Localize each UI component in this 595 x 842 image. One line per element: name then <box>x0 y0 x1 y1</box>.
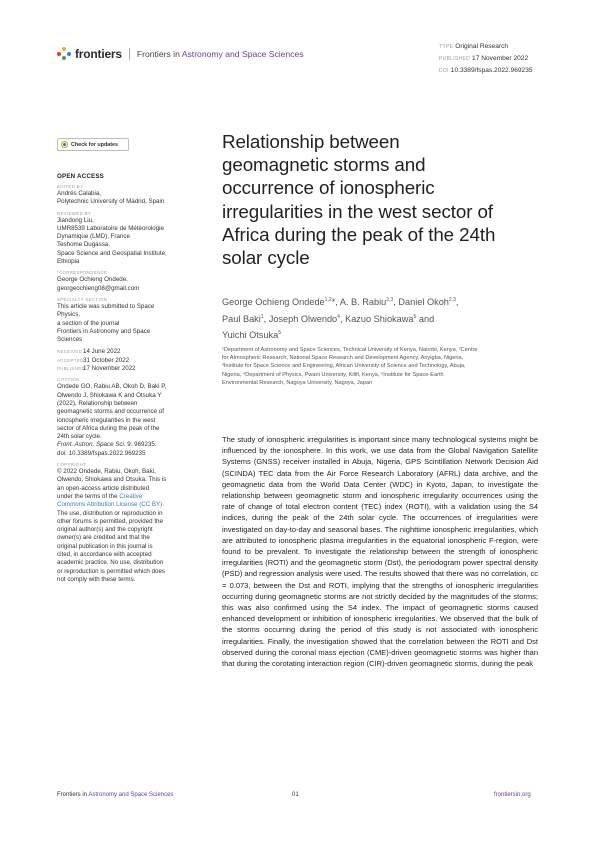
check-for-updates-button[interactable]: Check for updates <box>57 138 129 151</box>
author: Yuichi Otsuka <box>222 330 279 341</box>
footer-site-link[interactable]: frontiersin.org <box>494 792 531 798</box>
article-meta: TYPE Original Research PUBLISHED 17 November 2022 DOI 10.3389/fspas.2022.969235 <box>439 43 533 74</box>
published-date: 17 November 2022 <box>472 55 529 62</box>
abstract-text: The study of ionospheric irregularities is important since many technological systems might be influenced by the ionosphere. In this work, we use data from the Global Navigation Satellite Systems (GNSS) receiver installed in Abuja, Nigeria, GPS Scintillation Network Decision Aid (SCINDA) TEC data from the Air Force Research Laboratory (AFRL) data archive, and the geomagnetic data from the World Data Center (WDC) in Kyoto, Japan, to investigate the relationship between geomagnetic storm and ionospheric irregularity occurrences using the rate of change of total electron content (TEC) index (ROTI), with a validation using the S4 indices, during the peak of the 24th solar cycle. The occurrences of irregularities were investigated on day-to-day and seasonal bases. The nighttime ionospheric irregularities, which are attributed to ionospheric plasma irregularities in the equatorial ionospheric F-region, were found to be prevalent. To investigate the relationship between the strength of ionospheric irregularities (ROTI) and the geomagnetic storm (Dst), the periodogram power spectral density (PSD) and regression analysis were used. The results showed that there was no correlation, cc = 0.073, between the Dst and ROTI, implying that the strengths of ionospheric irregularities occurring during geomagnetic storms are not strictly decided by the magnitudes of the storms; this was also confirmed using the S4 index. The impact of geomagnetic storms caused enhanced development or inhibition of ionospheric irregularities. We observed that the bulk of the storms occurring during the period of this study is not associated with ionospheric irregularities. Finally, the investigation showed that the correlation between the ROTI and Dst observed during the coronal mass ejection (CME)-driven geomagnetic storms was higher than that during the corotating interaction region (CIR)-driven geomagnetic storms, during the peak <box>222 435 538 669</box>
correspondence: *CORRESPONDENCE George Ochieng Ondede, georgeochieng08@gmail.com <box>57 270 187 293</box>
article-type: Original Research <box>455 43 509 50</box>
copyright: COPYRIGHT © 2022 Ondede, Rabiu, Okoh, Baki, Olwendo, Shiokawa and Otsuka. This is an open-access article distributed under the terms of the Creative Commons Attribution License (CC BY). The use, distribution or reproduction in other forums is permitted, provided the original author(s) and the copyright owner(s) are credited and that the original publication in this journal is cited, in accordance with accepted academic practice. No use, distribution or reproduction is permitted which does not comply with these terms. <box>57 462 187 584</box>
open-access-label: OPEN ACCESS <box>57 173 105 180</box>
author-list: George Ochieng Ondede$^{1,2}$*, A. B. Rabiu$^{2,3}$, Daniel Okoh$^{2,3}$, Paul Baki$^1$, Joseph Olwendo$^4$, Kazuo Shiokawa$^5$ and Yuichi Otsuka$^5$ <box>222 297 459 341</box>
author: George Ochieng Ondede <box>222 297 325 308</box>
author: A. B. Rabiu <box>339 297 387 308</box>
affiliations: ¹Department of Astronomy and Space Sciences, Technical University of Kenya, Nairobi, Kenya, ²Centre for Atmospheric Research, National Space Research and Development Agency, Anyigba, Nigeria, ³Institute for Space Science and Engineering, African University of Science and Technology, Abuja, Nigeria, ⁴Department of Physics, Pwani University, Kilifi, Kenya, ⁵Institute for Space-Earth Environmental Research, Nagoya University, Nagoya, Japan <box>222 347 478 386</box>
header-divider <box>129 48 130 60</box>
footer-journal: Frontiers in Astronomy and Space Sciences <box>57 792 174 798</box>
edited-by: EDITED BY Andrés Calabia, Polytechnic University of Madrid, Spain <box>57 184 165 206</box>
author: Daniel Okoh <box>398 297 449 308</box>
license-link-continued[interactable]: Commons Attribution License (CC BY). <box>57 501 164 509</box>
article-dates: RECEIVED 14 June 2022 ACCEPTED 31 October 2022 PUBLISHED 17 November 2022 <box>57 348 136 373</box>
article-title: Relationship between geomagnetic storms and occurrence of ionospheric irregularities in the west sector of Africa during the peak of the 24th solar cycle <box>222 131 496 269</box>
license-link[interactable]: Creative <box>119 492 143 500</box>
specialty-section: SPECIALTY SECTION This article was submitted to Space Physics, a section of the journal Frontiers in Astronomy and Space Sciences <box>57 296 155 344</box>
citation: CITATION Ondede GO, Rabiu AB, Okoh D, Baki P, Olwendo J, Shiokawa K and Otsuka Y (2022), Relationship between geomagnetic storms and occurrence of ionospheric irregularities in the west sector of Africa during the peak of the 24th solar cycle. Front. Astron. Space Sci. 9: 969235. doi: 10.3389/fspas.2022.969235 <box>57 377 167 457</box>
author: Paul Baki <box>222 313 261 324</box>
frontiers-logo[interactable] <box>57 47 304 61</box>
brand-name: frontiers <box>75 47 122 61</box>
article-info-sidebar <box>57 184 187 584</box>
correspondence-email[interactable]: georgeochieng08@gmail.com <box>57 284 140 292</box>
author: Joseph Olwendo <box>268 313 338 324</box>
doi: 10.3389/fspas.2022.969235 <box>450 67 533 74</box>
frontiers-mark-icon <box>57 47 71 61</box>
page-number: 01 <box>292 792 299 798</box>
check-updates-icon <box>61 141 68 148</box>
author: Kazuo Shiokawa <box>345 313 414 324</box>
reviewed-by: REVIEWED BY Jiandong Liu, UMR8539 Laboratoire de Météorologie Dynamique (LMD), France Teshome Dugassa, Space Science and Geospatial Institute, Ethiopia <box>57 210 167 266</box>
journal-name: Frontiers in Astronomy and Space Sciences <box>136 49 304 59</box>
